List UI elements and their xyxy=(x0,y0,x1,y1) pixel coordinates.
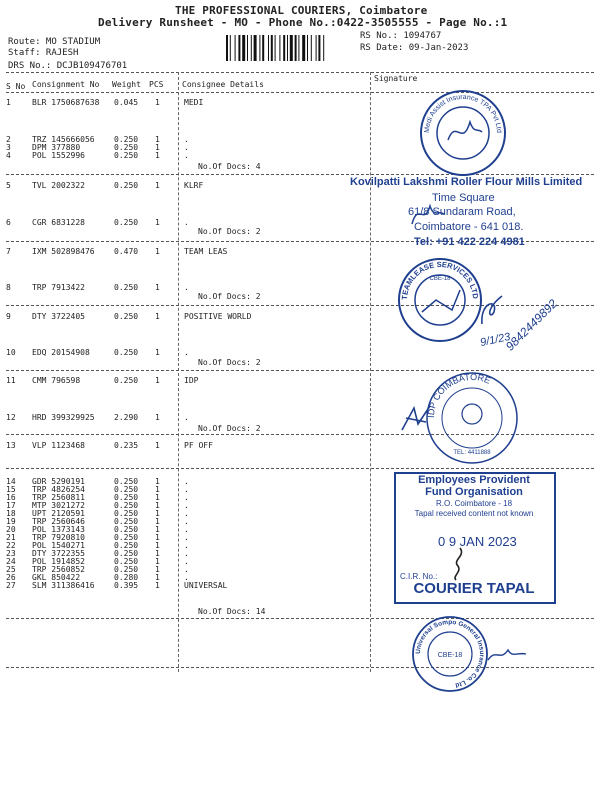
row-sno: 21 xyxy=(6,533,16,542)
row-weight: 0.280 xyxy=(114,573,139,582)
barcode-bar xyxy=(262,35,264,61)
row-sno: 8 xyxy=(6,283,11,292)
barcode-bar xyxy=(279,35,280,61)
row-weight: 0.250 xyxy=(114,501,139,510)
row-weight: 0.250 xyxy=(114,533,139,542)
row-weight: 0.250 xyxy=(114,218,139,227)
row-sno: 26 xyxy=(6,573,16,582)
runsheet-title: Delivery Runsheet - MO - Phone No.:0422-3505555 - Page No.:1 xyxy=(98,16,508,29)
doc-count: No.Of Docs: 2 xyxy=(198,358,261,367)
row-consignee: . xyxy=(184,509,189,518)
barcode-bar xyxy=(298,35,299,61)
row-pcs: 1 xyxy=(155,477,160,486)
epfo-footer: COURIER TAPAL xyxy=(413,580,535,597)
row-consignment: EDQ 20154908 xyxy=(32,348,90,357)
barcode-bar xyxy=(238,35,240,61)
row-consignee: KLRF xyxy=(184,181,204,190)
row-consignment: TRP 7913422 xyxy=(32,283,85,292)
row-consignment: TRP 2560852 xyxy=(32,565,85,574)
drs-label: DRS No.: DCJB109476701 xyxy=(8,61,128,71)
universal-signature xyxy=(484,644,530,666)
barcode-bar xyxy=(268,35,269,61)
barcode-bar xyxy=(271,35,273,61)
epfo-line2: Fund Organisation xyxy=(425,486,523,498)
group-separator xyxy=(6,468,594,469)
row-consignee: . xyxy=(184,493,189,502)
barcode-bar xyxy=(230,35,231,61)
row-consignment: DTY 3722405 xyxy=(32,312,85,321)
barcode-bar xyxy=(318,35,320,61)
row-sno: 23 xyxy=(6,549,16,558)
barcode-bar xyxy=(242,35,245,61)
idp-stamp xyxy=(424,370,520,466)
col-signature: Signature xyxy=(374,74,418,83)
row-sno: 4 xyxy=(6,151,11,160)
svg-text:CBE-18: CBE-18 xyxy=(437,652,463,659)
row-consignee: . xyxy=(184,557,189,566)
barcode-bar xyxy=(323,35,324,61)
row-weight: 0.250 xyxy=(114,181,139,190)
klrf-name: Kovilpatti Lakshmi Roller Flour Mills Limited xyxy=(350,176,583,188)
row-sno: 19 xyxy=(6,517,16,526)
row-weight: 0.250 xyxy=(114,565,139,574)
col-consignment: Consignment No xyxy=(32,80,100,89)
klrf-line2: Time Square xyxy=(432,192,495,204)
handwritten-signature xyxy=(476,290,506,330)
row-sno: 3 xyxy=(6,143,11,152)
svg-text:IDP COIMBATORE: IDP COIMBATORE xyxy=(425,371,492,419)
row-consignee: POSITIVE WORLD xyxy=(184,312,252,321)
row-pcs: 1 xyxy=(155,218,160,227)
row-pcs: 1 xyxy=(155,549,160,558)
row-consignment: TRZ 145666056 xyxy=(32,135,95,144)
svg-text:Medi Assist Insurance TPA Pvt: Medi Assist Insurance TPA Pvt Ltd xyxy=(423,93,503,134)
svg-text:Universal Sompo General Insura: Universal Sompo General Insurance Co. Ltd xyxy=(414,618,486,689)
row-consignment: POL 1552996 xyxy=(32,151,85,160)
row-pcs: 1 xyxy=(155,485,160,494)
row-pcs: 1 xyxy=(155,525,160,534)
row-pcs: 1 xyxy=(155,151,160,160)
row-consignment: TRP 2560811 xyxy=(32,493,85,502)
staff-label: Staff: RAJESH xyxy=(8,48,79,58)
barcode-bar xyxy=(311,35,312,61)
col-sno: S No xyxy=(6,82,26,91)
barcode-bar xyxy=(251,35,252,61)
row-pcs: 1 xyxy=(155,509,160,518)
doc-count: No.Of Docs: 2 xyxy=(198,424,261,433)
teamlease-stamp xyxy=(396,256,484,344)
handwritten-date: 9/1/23 xyxy=(479,330,512,350)
row-consignment: TRP 4826254 xyxy=(32,485,85,494)
barcode-bar xyxy=(226,35,228,61)
handwritten-phone: 9842449892 xyxy=(502,296,560,354)
row-consignee: . xyxy=(184,541,189,550)
klrf-line3: 61/8 Sundaram Road, xyxy=(408,206,516,218)
row-sno: 5 xyxy=(6,181,11,190)
svg-text:TEL: 4411888: TEL: 4411888 xyxy=(453,450,491,456)
row-consignment: DTY 3722355 xyxy=(32,549,85,558)
row-consignee: IDP xyxy=(184,376,199,385)
row-weight: 0.250 xyxy=(114,135,139,144)
barcode-bar xyxy=(254,35,257,61)
barcode-bar xyxy=(275,35,276,61)
row-consignee: . xyxy=(184,135,189,144)
row-consignment: BLR 1750687638 xyxy=(32,98,100,107)
row-consignment: POL 1540271 xyxy=(32,541,85,550)
doc-count: No.Of Docs: 2 xyxy=(198,292,261,301)
epfo-line4: Tapal received content not known xyxy=(414,509,534,518)
row-pcs: 1 xyxy=(155,376,160,385)
row-consignee: TEAM LEAS xyxy=(184,247,228,256)
row-weight: 2.290 xyxy=(114,413,139,422)
row-consignee: UNIVERSAL xyxy=(184,581,228,590)
row-consignee: . xyxy=(184,348,189,357)
row-weight: 0.250 xyxy=(114,493,139,502)
row-pcs: 1 xyxy=(155,501,160,510)
row-weight: 0.250 xyxy=(114,517,139,526)
row-pcs: 1 xyxy=(155,135,160,144)
row-pcs: 1 xyxy=(155,143,160,152)
row-sno: 12 xyxy=(6,413,16,422)
row-consignee: . xyxy=(184,283,189,292)
rs-date: RS Date: 09-Jan-2023 xyxy=(360,43,469,53)
company-title: THE PROFESSIONAL COURIERS, Coimbatore xyxy=(175,4,428,17)
barcode xyxy=(226,35,354,61)
row-weight: 0.250 xyxy=(114,549,139,558)
row-sno: 14 xyxy=(6,477,16,486)
row-weight: 0.395 xyxy=(114,581,139,590)
row-consignment: POL 1914852 xyxy=(32,557,85,566)
row-sno: 13 xyxy=(6,441,16,450)
barcode-bar xyxy=(287,35,288,61)
row-sno: 18 xyxy=(6,509,16,518)
row-consignee: . xyxy=(184,143,189,152)
row-pcs: 1 xyxy=(155,517,160,526)
row-consignee: . xyxy=(184,533,189,542)
doc-count: No.Of Docs: 2 xyxy=(198,227,261,236)
barcode-bar xyxy=(283,35,285,61)
row-consignment: TVL 2002322 xyxy=(32,181,85,190)
row-weight: 0.045 xyxy=(114,98,139,107)
epfo-signature xyxy=(448,546,468,582)
row-consignee: MEDI xyxy=(184,98,204,107)
col-weight: Weight xyxy=(112,80,141,89)
row-pcs: 1 xyxy=(155,565,160,574)
row-pcs: 1 xyxy=(155,413,160,422)
col-pcs: PCS xyxy=(149,80,164,89)
row-consignment: CMM 796598 xyxy=(32,376,81,385)
svg-text:TEAMLEASE SERVICES LTD: TEAMLEASE SERVICES LTD xyxy=(399,259,481,301)
barcode-bar xyxy=(259,35,260,61)
row-pcs: 1 xyxy=(155,283,160,292)
row-consignee: . xyxy=(184,218,189,227)
row-sno: 11 xyxy=(6,376,16,385)
row-consignment: POL 1373143 xyxy=(32,525,85,534)
row-sno: 15 xyxy=(6,485,16,494)
row-consignment: TRP 7920810 xyxy=(32,533,85,542)
doc-count: No.Of Docs: 14 xyxy=(198,607,266,616)
row-consignee: . xyxy=(184,525,189,534)
row-weight: 0.250 xyxy=(114,509,139,518)
row-consignment: CGR 6831228 xyxy=(32,218,85,227)
row-consignee: . xyxy=(184,477,189,486)
row-weight: 0.250 xyxy=(114,312,139,321)
medi-assist-stamp xyxy=(418,88,508,178)
epfo-line3: R.O. Coimbatore - 18 xyxy=(435,499,513,508)
route-label: Route: MO STADIUM xyxy=(8,37,101,47)
row-pcs: 1 xyxy=(155,348,160,357)
row-weight: 0.250 xyxy=(114,348,139,357)
row-pcs: 1 xyxy=(155,247,160,256)
row-weight: 0.470 xyxy=(114,247,139,256)
row-consignment: GDR 5290191 xyxy=(32,477,85,486)
row-pcs: 1 xyxy=(155,533,160,542)
row-pcs: 1 xyxy=(155,181,160,190)
row-weight: 0.250 xyxy=(114,541,139,550)
col-consignee: Consignee Details xyxy=(182,80,264,89)
row-pcs: 1 xyxy=(155,557,160,566)
klrf-signature xyxy=(408,196,448,230)
rs-no: RS No.: 1094767 xyxy=(360,31,442,41)
group-separator xyxy=(6,618,594,619)
row-consignment: GKL 850422 xyxy=(32,573,81,582)
row-sno: 16 xyxy=(6,493,16,502)
row-consignee: . xyxy=(184,517,189,526)
row-consignee: . xyxy=(184,413,189,422)
row-pcs: 1 xyxy=(155,441,160,450)
row-consignment: HRD 399329925 xyxy=(32,413,95,422)
row-weight: 0.250 xyxy=(114,477,139,486)
row-sno: 27 xyxy=(6,581,16,590)
row-consignee: . xyxy=(184,549,189,558)
barcode-bar xyxy=(235,35,236,61)
row-sno: 24 xyxy=(6,557,16,566)
row-consignment: MTP 3021272 xyxy=(32,501,85,510)
row-consignee: . xyxy=(184,501,189,510)
row-weight: 0.250 xyxy=(114,485,139,494)
svg-text:CBE-18: CBE-18 xyxy=(429,276,451,282)
group-separator xyxy=(6,667,594,668)
barcode-bar xyxy=(316,35,317,61)
row-sno: 17 xyxy=(6,501,16,510)
row-weight: 0.250 xyxy=(114,283,139,292)
row-consignment: VLP 1123468 xyxy=(32,441,85,450)
epfo-cir: C.I.R. No.: xyxy=(400,572,438,581)
barcode-bar xyxy=(290,35,293,61)
row-weight: 0.250 xyxy=(114,151,139,160)
row-consignment: DPM 377880 xyxy=(32,143,81,152)
row-consignment: UPT 2120591 xyxy=(32,509,85,518)
doc-count: No.Of Docs: 4 xyxy=(198,162,261,171)
klrf-line4: Coimbatore - 641 018. xyxy=(414,221,524,233)
row-sno: 6 xyxy=(6,218,11,227)
row-consignee: . xyxy=(184,485,189,494)
row-weight: 0.235 xyxy=(114,441,139,450)
row-sno: 7 xyxy=(6,247,11,256)
row-sno: 2 xyxy=(6,135,11,144)
row-pcs: 1 xyxy=(155,581,160,590)
row-weight: 0.250 xyxy=(114,376,139,385)
barcode-bar xyxy=(307,35,308,61)
row-pcs: 1 xyxy=(155,541,160,550)
row-sno: 22 xyxy=(6,541,16,550)
row-consignee: . xyxy=(184,565,189,574)
barcode-bar xyxy=(247,35,248,61)
row-consignment: IXM 502898476 xyxy=(32,247,95,256)
row-consignment: SLM 311386416 xyxy=(32,581,95,590)
row-weight: 0.250 xyxy=(114,557,139,566)
row-pcs: 1 xyxy=(155,573,160,582)
row-sno: 25 xyxy=(6,565,16,574)
row-consignee: . xyxy=(184,151,189,160)
row-weight: 0.250 xyxy=(114,525,139,534)
universal-sompo-stamp xyxy=(410,614,490,694)
row-consignment: TRP 2560646 xyxy=(32,517,85,526)
row-pcs: 1 xyxy=(155,98,160,107)
epfo-date: 0 9 JAN 2023 xyxy=(438,534,517,549)
row-pcs: 1 xyxy=(155,493,160,502)
barcode-bar xyxy=(295,35,297,61)
row-sno: 10 xyxy=(6,348,16,357)
row-sno: 9 xyxy=(6,312,11,321)
row-sno: 1 xyxy=(6,98,11,107)
row-consignee: PF OFF xyxy=(184,441,213,450)
epfo-line1: Employees Provident xyxy=(418,474,530,486)
row-sno: 20 xyxy=(6,525,16,534)
klrf-line5: Tel: +91 422 224 4981 xyxy=(414,236,525,248)
row-weight: 0.250 xyxy=(114,143,139,152)
barcode-bar xyxy=(302,35,305,61)
row-consignee: . xyxy=(184,573,189,582)
idp-signature xyxy=(396,398,436,438)
row-pcs: 1 xyxy=(155,312,160,321)
